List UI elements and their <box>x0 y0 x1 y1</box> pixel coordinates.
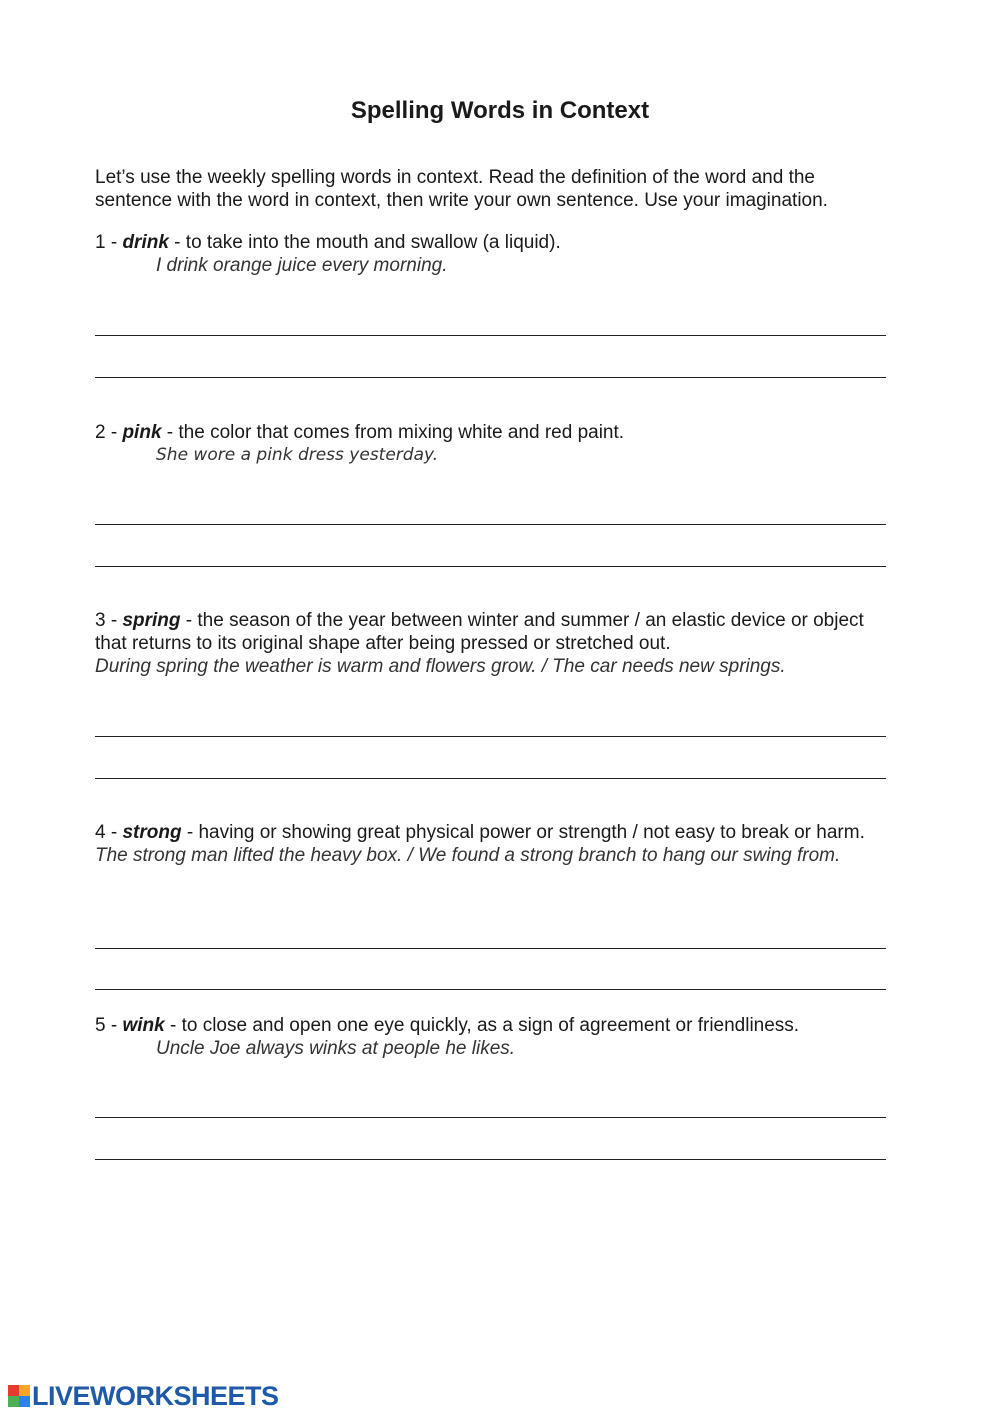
example-sentence: She wore a pink dress yesterday. <box>156 445 439 465</box>
word-item-3 <box>95 609 895 678</box>
block-blue <box>19 1396 30 1407</box>
liveworksheets-logo <box>8 1381 279 1411</box>
item-number: 2 - <box>95 422 123 443</box>
answer-line[interactable] <box>95 736 886 737</box>
answer-line[interactable] <box>95 377 886 378</box>
item-number: 1 - <box>95 232 123 253</box>
spelling-word: pink <box>122 422 162 443</box>
item-number: 3 - <box>95 610 123 631</box>
block-green <box>8 1396 19 1407</box>
answer-line[interactable] <box>95 524 886 525</box>
definition-text: - to take into the mouth and swallow (a liquid). <box>168 232 561 253</box>
word-item-5 <box>95 1014 895 1060</box>
spelling-word: drink <box>122 232 169 253</box>
definition-line <box>95 1014 895 1037</box>
item-number: 4 - <box>95 822 123 843</box>
page-title: Spelling Words in Context <box>350 97 650 124</box>
answer-line[interactable] <box>95 778 886 779</box>
word-item-1 <box>95 231 895 277</box>
answer-line[interactable] <box>95 1117 886 1118</box>
definition-text: - having or showing great physical power or strength / not easy to break or harm. <box>181 822 865 843</box>
answer-line[interactable] <box>95 989 886 990</box>
instructions: Let’s use the weekly spelling words in context. Read the definition of the word and the sentence with the word in context, then write your own sentence. Use your imagination. <box>95 167 828 211</box>
logo-text: LIVEWORKSHEETS <box>32 1380 279 1411</box>
definition-line <box>95 609 895 655</box>
block-red <box>8 1385 19 1396</box>
definition-line <box>95 231 895 254</box>
answer-line[interactable] <box>95 1159 886 1160</box>
spelling-word: wink <box>122 1015 165 1036</box>
word-item-2 <box>95 421 895 467</box>
definition-text: - the color that comes from mixing white and red paint. <box>161 422 625 443</box>
answer-line[interactable] <box>95 335 886 336</box>
spelling-word: spring <box>122 610 181 631</box>
example-sentence: The strong man lifted the heavy box. / We found a strong branch to hang our swing from. <box>95 845 841 866</box>
item-number: 5 - <box>95 1015 123 1036</box>
word-item-4 <box>95 821 895 867</box>
example-sentence: Uncle Joe always winks at people he likes. <box>156 1038 516 1059</box>
answer-line[interactable] <box>95 948 886 949</box>
definition-text: - the season of the year between winter and summer / an elastic device or object that returns to its original shape after being pressed or stretched out. <box>95 610 864 654</box>
blocks-icon <box>8 1385 30 1407</box>
spelling-word: strong <box>122 822 182 843</box>
definition-text: - to close and open one eye quickly, as a sign of agreement or friendliness. <box>164 1015 800 1036</box>
answer-line[interactable] <box>95 566 886 567</box>
definition-line <box>95 821 895 844</box>
block-orange <box>19 1385 30 1396</box>
definition-line <box>95 421 895 444</box>
example-sentence: During spring the weather is warm and flowers grow. / The car needs new springs. <box>95 656 786 677</box>
example-sentence: I drink orange juice every morning. <box>156 255 448 276</box>
